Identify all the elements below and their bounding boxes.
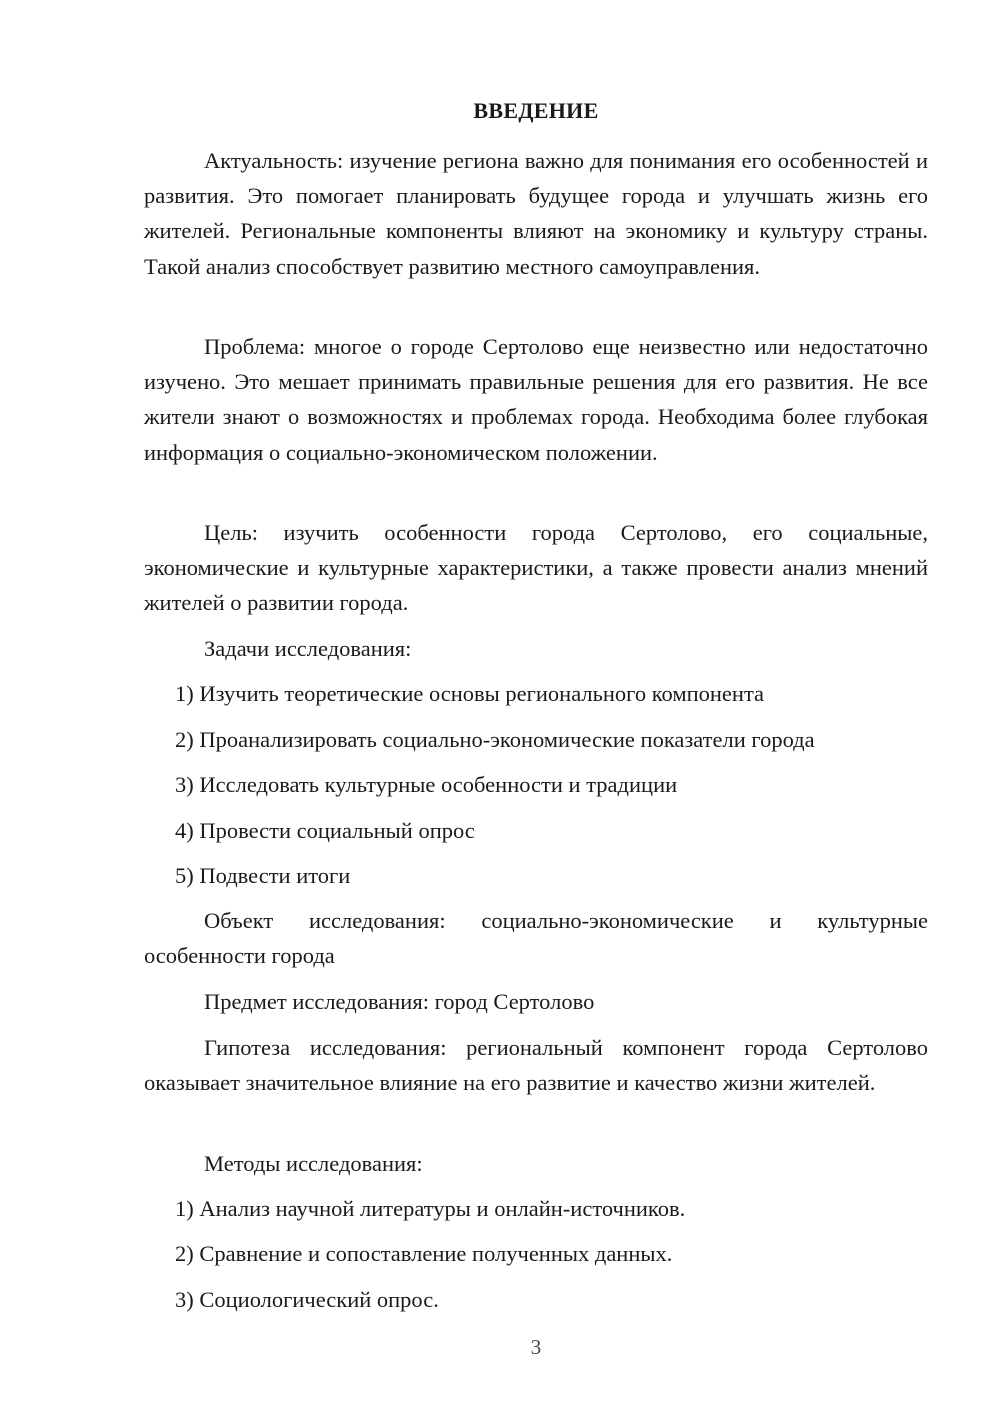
methods-heading: Методы исследования: [204,1151,423,1176]
page-title: ВВЕДЕНИЕ [473,98,599,123]
problem-paragraph: Проблема: многое о городе Сертолово еще неизвестно или недостаточно изучено. Это мешает принимать правильные решения для его развития. Не все жители знают о возможностях и проблемах города. Необходима более глубокая информация о социально-экономическом положении. [144,334,928,465]
task-item-3: 3) Исследовать культурные особенности и традиции [175,772,678,797]
hypothesis-paragraph: Гипотеза исследования: региональный компонент города Сертолово оказывает значительное влияние на его развитие и качество жизни жителей. [144,1035,928,1096]
relevance-paragraph: Актуальность: изучение региона важно для понимания его особенностей и развития. Это помогает планировать будущее города и улучшать жизнь его жителей. Региональные компоненты влияют на экономику и культуру страны. Такой анализ способствует развитию местного самоуправления. [144,148,928,279]
tasks-heading: Задачи исследования: [204,636,412,661]
object-paragraph: Объект исследования: социально-экономические и культурные особенности города [144,908,928,969]
method-item-3: 3) Социологический опрос. [175,1287,439,1312]
method-item-2: 2) Сравнение и сопоставление полученных данных. [175,1241,673,1266]
task-item-2: 2) Проанализировать социально-экономические показатели города [175,727,815,752]
method-item-1: 1) Анализ научной литературы и онлайн-источников. [175,1196,686,1221]
task-item-5: 5) Подвести итоги [175,863,351,888]
task-item-1: 1) Изучить теоретические основы регионального компонента [175,681,765,706]
subject-line: Предмет исследования: город Сертолово [204,989,595,1014]
task-item-4: 4) Провести социальный опрос [175,818,475,843]
goal-paragraph: Цель: изучить особенности города Сертолово, его социальные, экономические и культурные характеристики, а также провести анализ мнений жителей о развитии города. [144,520,928,616]
page-number: 3 [530,1335,542,1359]
